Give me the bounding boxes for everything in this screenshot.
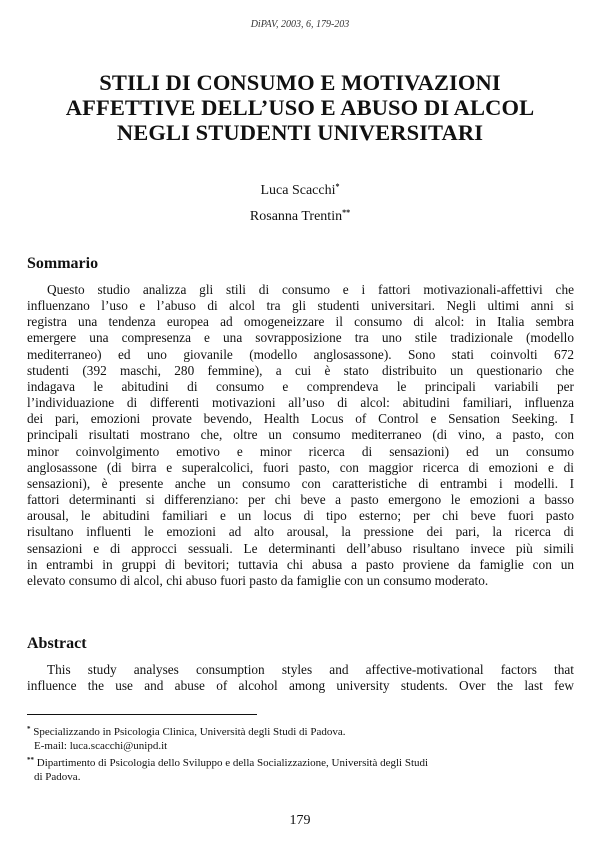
footnotes <box>27 722 577 784</box>
section-heading-abstract: Abstract <box>27 635 87 652</box>
author <box>0 202 600 228</box>
footnote-text: Dipartimento di Psicologia dello Sviluppo e della Socializzazione, Università degli Studi <box>36 757 429 769</box>
footnote-mark[interactable]: ** <box>342 208 351 217</box>
footnote-mark: * <box>27 725 31 733</box>
text-line: This study analyses consumption styles and affective-motivational factors that <box>47 662 574 677</box>
text-line: in entrambi in gruppi di bevitori; tuttavia chi abusa a pasto proviene da famiglie con un <box>27 556 574 572</box>
author <box>0 176 600 202</box>
text-line: mediterraneo) ed uno giovanile (modello anglosassone). Sono stati coinvolti 672 <box>27 346 574 362</box>
text-line: l’individuazione di differenti motivazioni all’uso di alcol: abitudini familiari, influenza <box>27 395 574 411</box>
text-line: dei pari, emozioni provate bevendo, Health Locus of Control e Sensation Seeking. I <box>27 411 574 427</box>
author-name: Luca Scacchi <box>260 183 336 198</box>
text-line: sensazioni), è presente anche un consumo con caratteristiche di entrambi i modelli. I <box>27 475 574 491</box>
text-line: fattori determinanti si differenziano: per chi beve a pasto emergono le emozioni a basso <box>27 492 574 508</box>
footnote-text: Specializzando in Psicologia Clinica, Università degli Studi di Padova. <box>33 726 346 738</box>
text-line: principali risultati mostrano che, oltre un consumo mediterraneo (di vino, a pasto, con <box>27 427 574 443</box>
footnote-divider <box>27 714 257 715</box>
page-number: 179 <box>289 813 311 828</box>
text-line: indagava le abitudini di consumo e comprendeva le principali variabili per <box>27 378 574 394</box>
text-line: minor coinvolgimento emotivo e minor ricerca di sensazioni) ed un consumo <box>27 443 574 459</box>
text-line: influenzano l’uso e l’abuso di alcol tra gli studenti universitari. Negli ultimi anni si <box>27 298 574 314</box>
text-line: influence the use and abuse of alcohol among university students. Over the last few <box>27 678 574 694</box>
footnote-mark[interactable]: * <box>335 182 340 191</box>
sommario-paragraph <box>27 282 574 589</box>
title-line: NEGLI STUDENTI UNIVERSITARI <box>116 120 484 145</box>
text-line: sensazioni e di approcci sessuali. Le determinanti dell’abuso risultano invece più simili <box>27 540 574 556</box>
text-line: anglosassone (di birra e superalcolici, fuori pasto, con maggior ricerca di emozioni e di <box>27 459 574 475</box>
title-line: STILI DI CONSUMO E MOTIVAZIONI <box>99 70 501 95</box>
footnote <box>27 722 577 739</box>
text-line: arousal, le abitudini familiari e un locus di tipo esterno; per chi beve fuori pasto <box>27 508 574 524</box>
author-name: Rosanna Trentin <box>249 209 343 224</box>
abstract-paragraph <box>27 662 574 694</box>
text-line: elevato consumo di alcol, chi abuso fuori pasto da famiglie con un consumo moderato. <box>27 572 489 588</box>
paper-title <box>20 70 580 145</box>
footnote-text: di Padova. <box>34 771 81 783</box>
authors <box>0 176 600 228</box>
text-line: Questo studio analizza gli stili di consumo e i fattori motivazionali-affettivi che <box>47 282 574 297</box>
text-line: studenti (392 maschi, 280 femmine), a cui è stato distribuito un questionario che <box>27 362 574 378</box>
running-head: DiPAV, 2003, 6, 179-203 <box>250 19 350 30</box>
text-line: risultano influenti le emozioni ad alto arousal, la pressione dei pari, la ricerca di <box>27 524 574 540</box>
title-line: AFFETTIVE DELL’USO E ABUSO DI ALCOL <box>65 95 535 120</box>
text-line: emergere una compresenza e una sovrapposizione tra uno stile tradizionale (modello <box>27 330 574 346</box>
text-line: registra una tendenza europea ad omogeneizzare il consumo di alcol: in Italia sembra <box>27 314 574 330</box>
footnote-mark: ** <box>27 756 34 764</box>
footnote <box>27 753 577 770</box>
section-heading-sommario: Sommario <box>27 255 99 272</box>
footnote-email[interactable]: E-mail: luca.scacchi@unipd.it <box>34 740 168 752</box>
